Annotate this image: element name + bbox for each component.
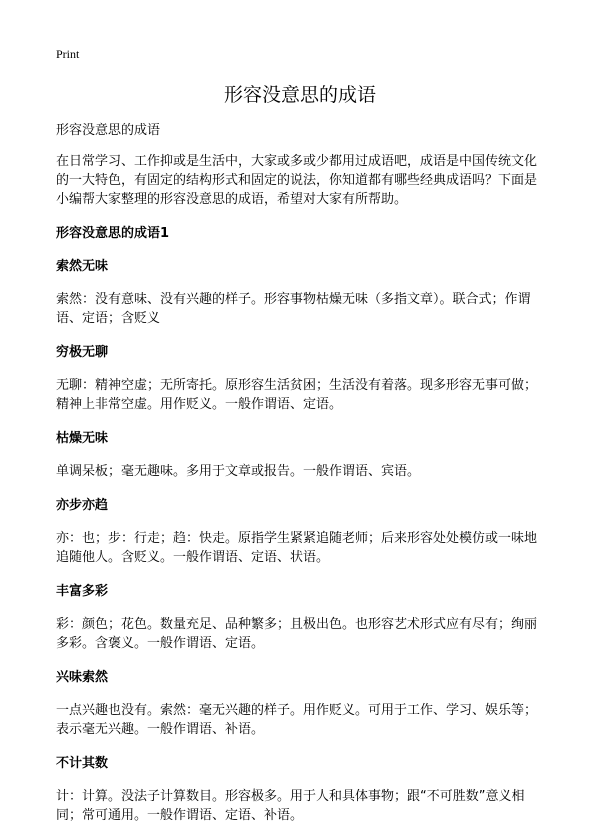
idiom-entry [56, 429, 548, 481]
idiom-title: 穷极无聊 [56, 345, 109, 360]
idiom-entry [56, 668, 548, 739]
idiom-title: 亦步亦趋 [56, 498, 109, 513]
intro-paragraph: 在日常学习、工作抑或是生活中，大家或多或少都用过成语吧，成语是中国传统文化的一大特色，有固定的结构形式和固定的说法，你知道都有哪些经典成语吗？下面是小编帮大家整理的形容没意思的成语，希望对大家有所帮助。 [56, 154, 538, 207]
document-subtitle: 形容没意思的成语 [56, 123, 161, 138]
idiom-entry [56, 343, 548, 414]
idiom-title: 枯燥无味 [56, 431, 109, 446]
section-heading: 形容没意思的成语1 [56, 226, 170, 241]
idiom-definition: 亦：也；步：行走；趋：快走。原指学生紧紧追随老师；后来形容处处模仿或一味地追随他人。含贬义。一般作谓语、定语、状语。 [56, 531, 538, 565]
idiom-definition: 彩：颜色；花色。数量充足、品种繁多；且极出色。也形容艺术形式应有尽有；绚丽多彩。含褒义。一般作谓语、定语。 [56, 617, 538, 651]
idiom-title: 不计其数 [56, 756, 109, 771]
idiom-title: 索然无味 [56, 259, 109, 274]
idiom-entry [56, 257, 548, 328]
idiom-title: 丰富多彩 [56, 584, 109, 599]
idiom-title: 兴味索然 [56, 670, 109, 685]
document-content [56, 121, 548, 840]
idiom-definition: 一点兴趣也没有。索然：毫无兴趣的样子。用作贬义。可用于工作、学习、娱乐等；表示毫无兴趣。一般作谓语、补语。 [56, 703, 538, 737]
idiom-definition: 单调呆板；毫无趣味。多用于文章或报告。一般作谓语、宾语。 [56, 464, 421, 479]
document-title: 形容没意思的成语 [223, 84, 376, 106]
print-link[interactable]: Print [56, 47, 80, 61]
idiom-definition: 索然：没有意味、没有兴趣的样子。形容事物枯燥无味（多指文章）。联合式；作谓语、定语；含贬义 [56, 292, 531, 326]
idiom-definition: 计：计算。没法子计算数目。形容极多。用于人和具体事物；跟“不可胜数”意义相同；常可通用。一般作谓语、定语、补语。 [56, 789, 525, 823]
idiom-entry [56, 754, 548, 825]
idiom-entry [56, 582, 548, 653]
idiom-entry [56, 496, 548, 567]
idiom-definition: 无聊：精神空虚；无所寄托。原形容生活贫困；生活没有着落。现多形容无事可做；精神上非常空虚。用作贬义。一般作谓语、定语。 [56, 378, 538, 412]
